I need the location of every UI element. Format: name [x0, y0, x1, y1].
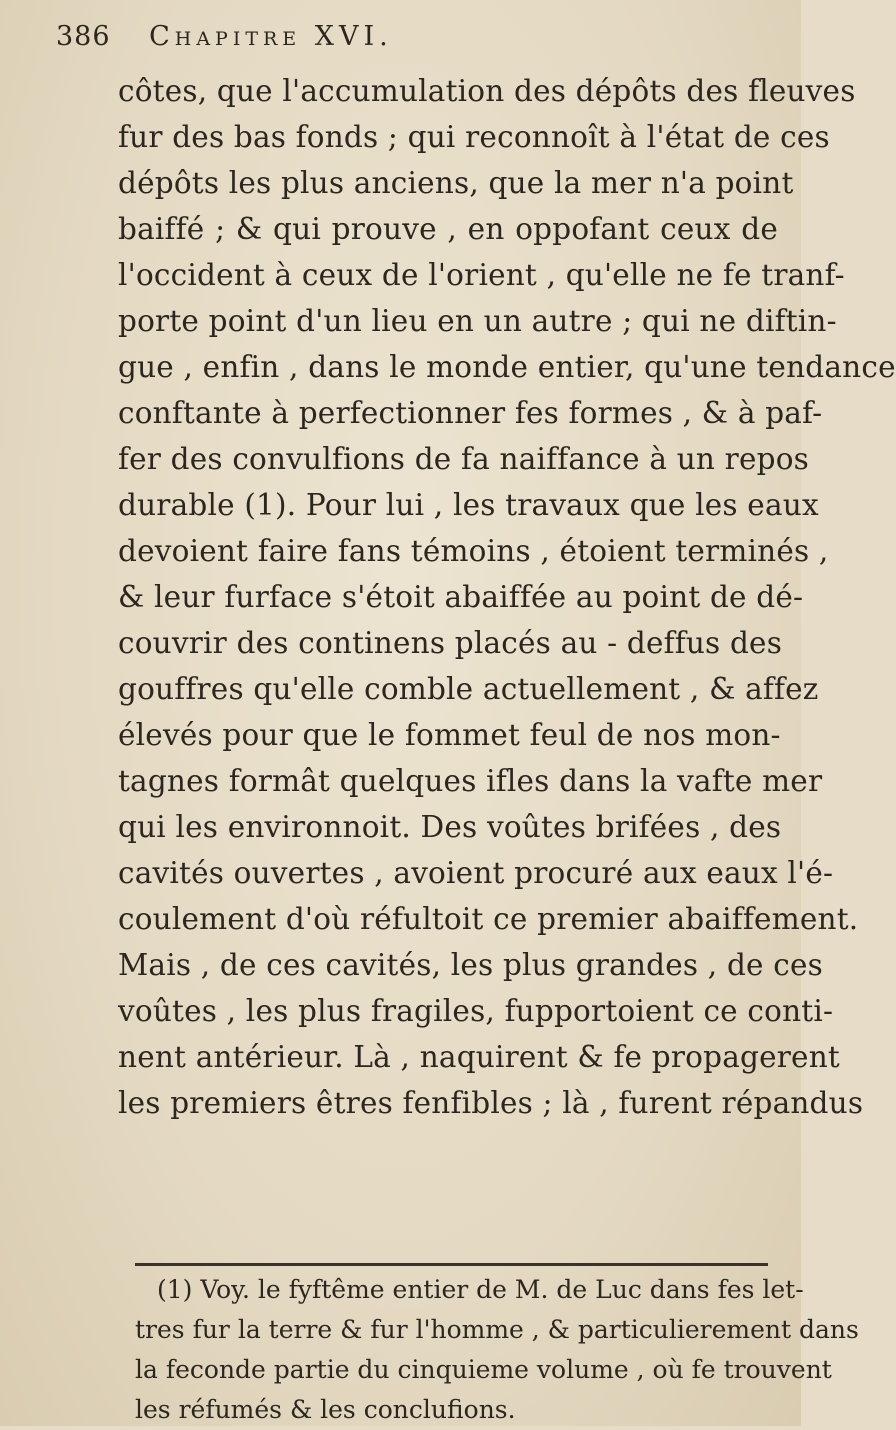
- footnote-line: (1) Voy. le fyftême entier de M. de Luc dans fes let-: [157, 1275, 804, 1304]
- text-line: côtes, que l'accumulation des dépôts des fleuves: [118, 74, 856, 108]
- text-line: porte point d'un lieu en un autre ; qui ne diftin-: [118, 304, 837, 338]
- text-line: couvrir des continens placés au - deffus des: [118, 626, 783, 660]
- text-line: & leur furface s'étoit abaiffée au point de dé-: [118, 580, 804, 614]
- text-line: les premiers êtres fenfibles ; là , furent répandus: [118, 1086, 864, 1120]
- text-line: cavités ouvertes , avoient procuré aux eaux l'é-: [118, 856, 834, 890]
- text-line: Mais , de ces cavités, les plus grandes , de ces: [118, 948, 823, 982]
- text-line: tagnes formât quelques ifles dans la vafte mer: [118, 764, 823, 798]
- footnote-line: les réfumés & les conclufions.: [135, 1395, 516, 1424]
- text-line: durable (1). Pour lui , les travaux que les eaux: [118, 488, 819, 522]
- running-header: [56, 18, 756, 66]
- text-line: nent antérieur. Là , naquirent & fe propagerent: [118, 1040, 840, 1074]
- text-line: coulement d'où réfultoit ce premier abaiffement.: [118, 902, 859, 936]
- text-line: fur des bas fonds ; qui reconnoît à l'état de ces: [118, 120, 830, 154]
- text-line: dépôts les plus anciens, que la mer n'a point: [118, 166, 794, 200]
- footnote-line: la feconde partie du cinquieme volume , où fe trouvent: [135, 1355, 832, 1384]
- text-line: baiffé ; & qui prouve , en oppofant ceux de: [118, 212, 778, 246]
- text-line: élevés pour que le fommet feul de nos mon-: [118, 718, 781, 752]
- body-text: [118, 68, 896, 1126]
- footnote: [135, 1270, 859, 1430]
- footnote-divider: [135, 1263, 768, 1266]
- text-line: gue , enfin , dans le monde entier, qu'une tendance: [118, 350, 896, 384]
- text-line: voûtes , les plus fragiles, fupportoient ce conti-: [118, 994, 834, 1028]
- footnote-line: tres fur la terre & fur l'homme , & particulierement dans: [135, 1315, 859, 1344]
- text-line: conftante à perfectionner fes formes , & à paf-: [118, 396, 823, 430]
- page-number: 386: [56, 21, 111, 52]
- text-line: fer des convulfions de fa naiffance à un repos: [118, 442, 810, 476]
- text-line: devoient faire fans témoins , étoient terminés ,: [118, 534, 829, 568]
- chapter-title: Chapitre XVI.: [149, 21, 393, 52]
- text-line: qui les environnoit. Des voûtes brifées , des: [118, 810, 782, 844]
- text-line: l'occident à ceux de l'orient , qu'elle ne fe tranf-: [118, 258, 845, 292]
- text-line: gouffres qu'elle comble actuellement , & affez: [118, 672, 819, 706]
